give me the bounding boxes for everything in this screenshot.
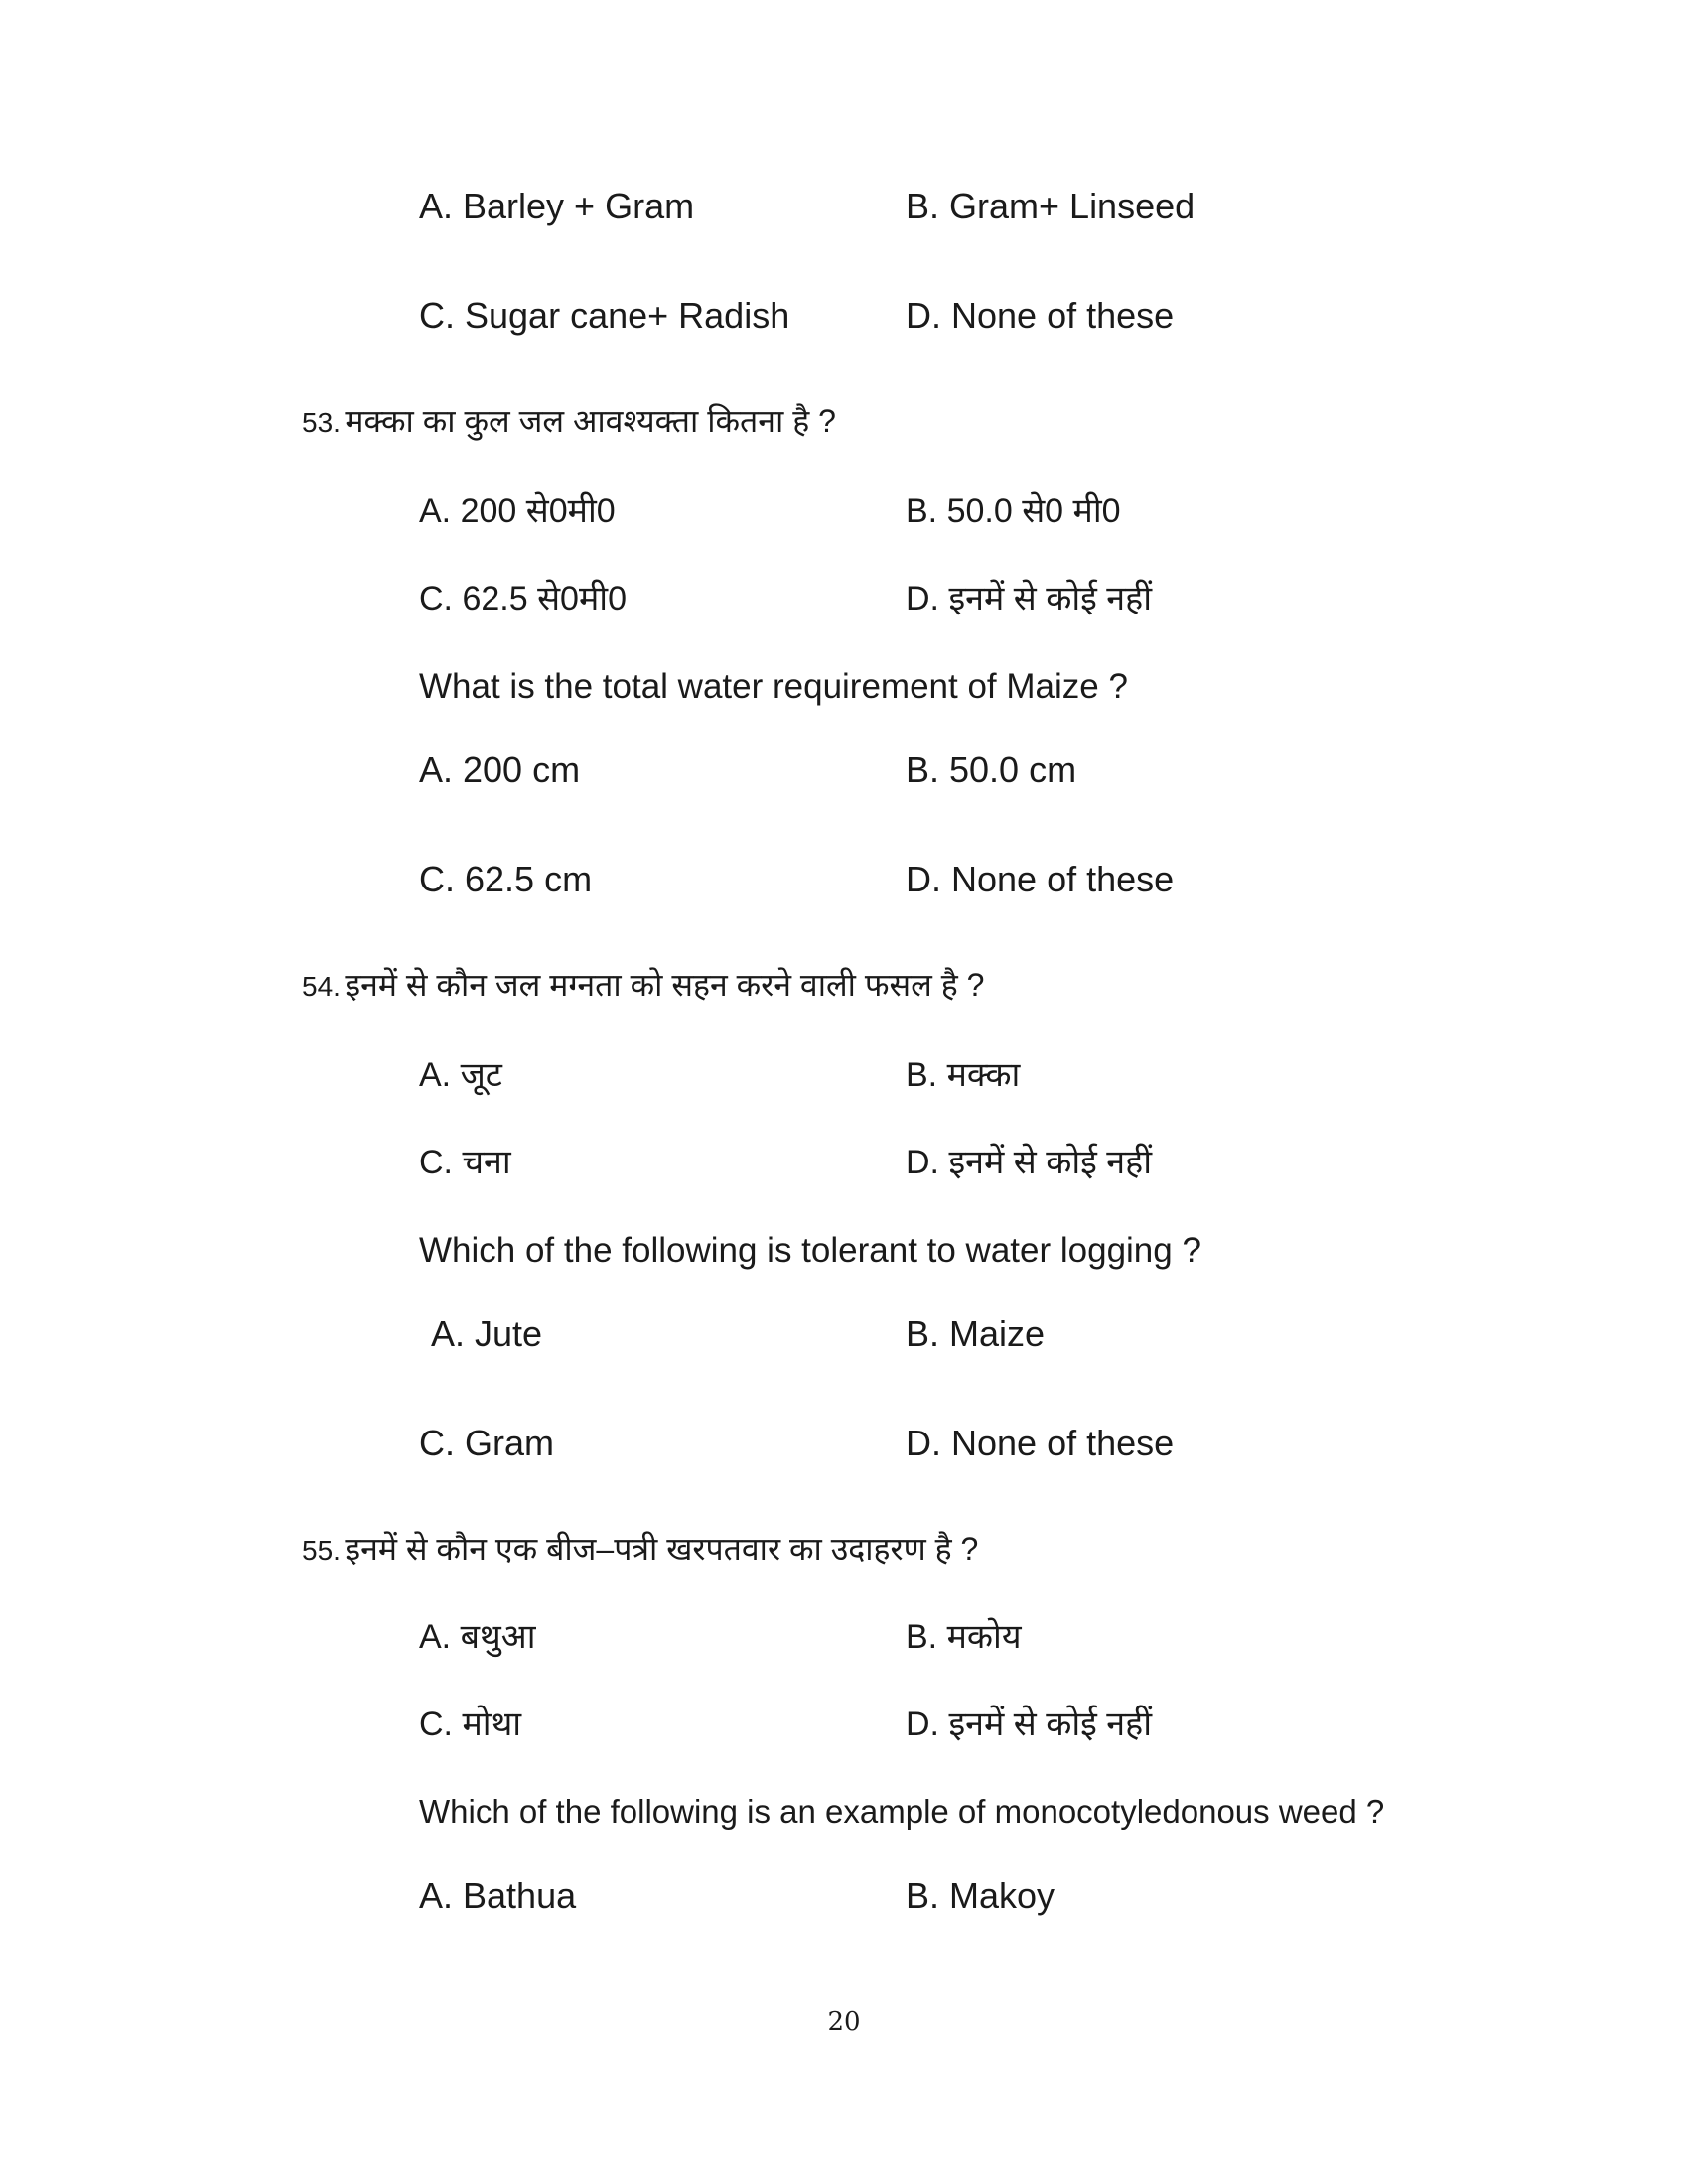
option-a: A. Jute bbox=[431, 1313, 543, 1354]
option-d: D. None of these bbox=[906, 1423, 1175, 1463]
option-b-hindi: B. मकोय bbox=[906, 1618, 1022, 1656]
option-b: B. 50.0 cm bbox=[906, 750, 1077, 790]
option-c-hindi: C. चना bbox=[419, 1144, 511, 1181]
question-text-hindi: इनमें से कौन जल मग्नता को सहन करने वाली फसल है ? bbox=[345, 967, 985, 1003]
option-b: B. Maize bbox=[906, 1313, 1046, 1354]
option-c-hindi: C. मोथा bbox=[419, 1706, 522, 1743]
question-text-hindi: इनमें से कौन एक बीज–पत्री खरपतवार का उदाहरण है ? bbox=[345, 1531, 979, 1567]
question-text-english: What is the total water requirement of Maize ? bbox=[419, 667, 1128, 706]
question-number: 54. bbox=[302, 971, 341, 1002]
question-number: 55. bbox=[302, 1535, 341, 1566]
question-text-english: Which of the following is tolerant to water logging ? bbox=[419, 1231, 1201, 1270]
option-b-hindi: B. 50.0 से0 मी0 bbox=[906, 492, 1121, 530]
option-d: D. None of these bbox=[906, 859, 1175, 899]
question-text-hindi: मक्का का कुल जल आवश्यक्ता कितना है ? bbox=[345, 403, 836, 439]
question-54-hindi bbox=[302, 969, 984, 1001]
option-c: C. Gram bbox=[419, 1423, 555, 1463]
option-d-hindi: D. इनमें से कोई नहीं bbox=[906, 1144, 1153, 1181]
option-a-hindi: A. बथुआ bbox=[419, 1618, 536, 1656]
option-a: A. Bathua bbox=[419, 1875, 577, 1916]
option-a-hindi: A. 200 से0मी0 bbox=[419, 492, 616, 530]
option-b-hindi: B. मक्का bbox=[906, 1056, 1021, 1094]
option-c: C. Sugar cane+ Radish bbox=[419, 295, 790, 336]
option-a: A. 200 cm bbox=[419, 750, 581, 790]
option-c: C. 62.5 cm bbox=[419, 859, 593, 899]
option-b: B. Makoy bbox=[906, 1875, 1055, 1916]
question-55-hindi bbox=[302, 1533, 978, 1565]
option-d-hindi: D. इनमें से कोई नहीं bbox=[906, 580, 1153, 617]
option-a-hindi: A. जूट bbox=[419, 1056, 502, 1094]
question-53-hindi bbox=[302, 405, 836, 437]
option-a: A. Barley + Gram bbox=[419, 186, 695, 226]
option-b: B. Gram+ Linseed bbox=[906, 186, 1196, 226]
page-number: 20 bbox=[827, 2007, 861, 2037]
question-number: 53. bbox=[302, 407, 341, 438]
option-c-hindi: C. 62.5 से0मी0 bbox=[419, 580, 628, 617]
question-text-english: Which of the following is an example of monocotyledonous weed ? bbox=[419, 1793, 1385, 1830]
option-d-hindi: D. इनमें से कोई नहीं bbox=[906, 1706, 1153, 1743]
option-d: D. None of these bbox=[906, 295, 1175, 336]
